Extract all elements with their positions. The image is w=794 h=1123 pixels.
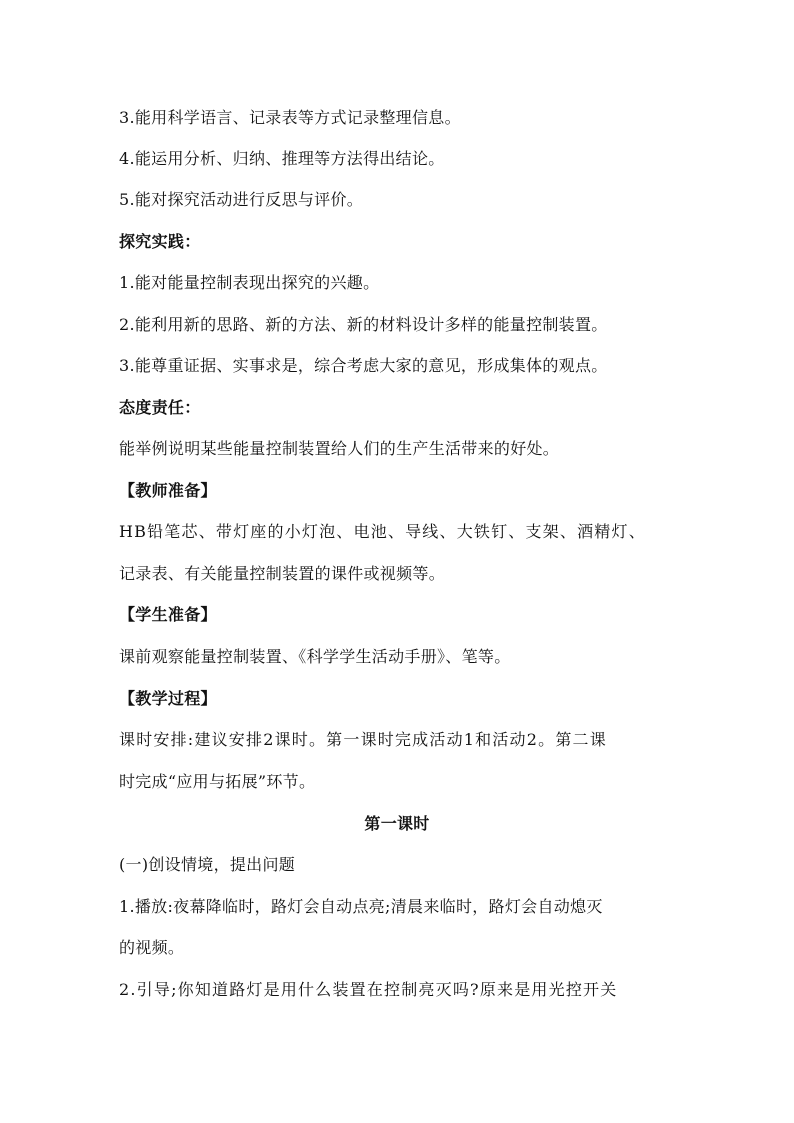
- section-heading-attitude: 态度责任：: [119, 398, 201, 417]
- step-2-line-1: 2.引导;你知道路灯是用什么装置在控制亮灭吗?原来是用光控开关: [119, 980, 618, 999]
- process-line-1: 课时安排:建议安排2课时。第一课时完成活动1和活动2。第二课: [119, 730, 607, 749]
- teacher-prep-line-2: 记录表、有关能量控制装置的课件或视频等。: [119, 564, 446, 583]
- inquiry-item-3: 3.能尊重证据、实事求是，综合考虑大家的意见，形成集体的观点。: [119, 356, 608, 375]
- goal-item-3: 3.能用科学语言、记录表等方式记录整理信息。: [119, 108, 461, 127]
- section-heading-student-prep: 【学生准备】: [119, 605, 217, 624]
- process-line-2: 时完成“应用与拓展”环节。: [119, 772, 316, 791]
- subsection-heading: (一)创设情境，提出问题: [119, 855, 296, 874]
- step-1-line-2: 的视频。: [119, 938, 185, 957]
- step-1-line-1: 1.播放:夜幕降临时，路灯会自动点亮;清晨来临时，路灯会自动熄灭: [119, 897, 603, 916]
- student-prep-line: 课前观察能量控制装置、《科学学生活动手册》、笔等。: [119, 647, 511, 666]
- lesson-title: 第一课时: [364, 814, 430, 833]
- section-heading-teacher-prep: 【教师准备】: [119, 481, 217, 500]
- attitude-item: 能举例说明某些能量控制装置给人们的生产生活带来的好处。: [119, 439, 560, 458]
- teacher-prep-line-1: HB铅笔芯、带灯座的小灯泡、电池、导线、大铁钉、支架、酒精灯、: [119, 522, 646, 541]
- section-heading-process: 【教学过程】: [119, 689, 217, 708]
- goal-item-4: 4.能运用分析、归纳、推理等方法得出结论。: [119, 149, 445, 168]
- inquiry-item-2: 2.能利用新的思路、新的方法、新的材料设计多样的能量控制装置。: [119, 315, 608, 334]
- inquiry-item-1: 1.能对能量控制表现出探究的兴趣。: [119, 273, 380, 292]
- goal-item-5: 5.能对探究活动进行反思与评价。: [119, 190, 364, 209]
- section-heading-inquiry: 探究实践：: [119, 232, 201, 251]
